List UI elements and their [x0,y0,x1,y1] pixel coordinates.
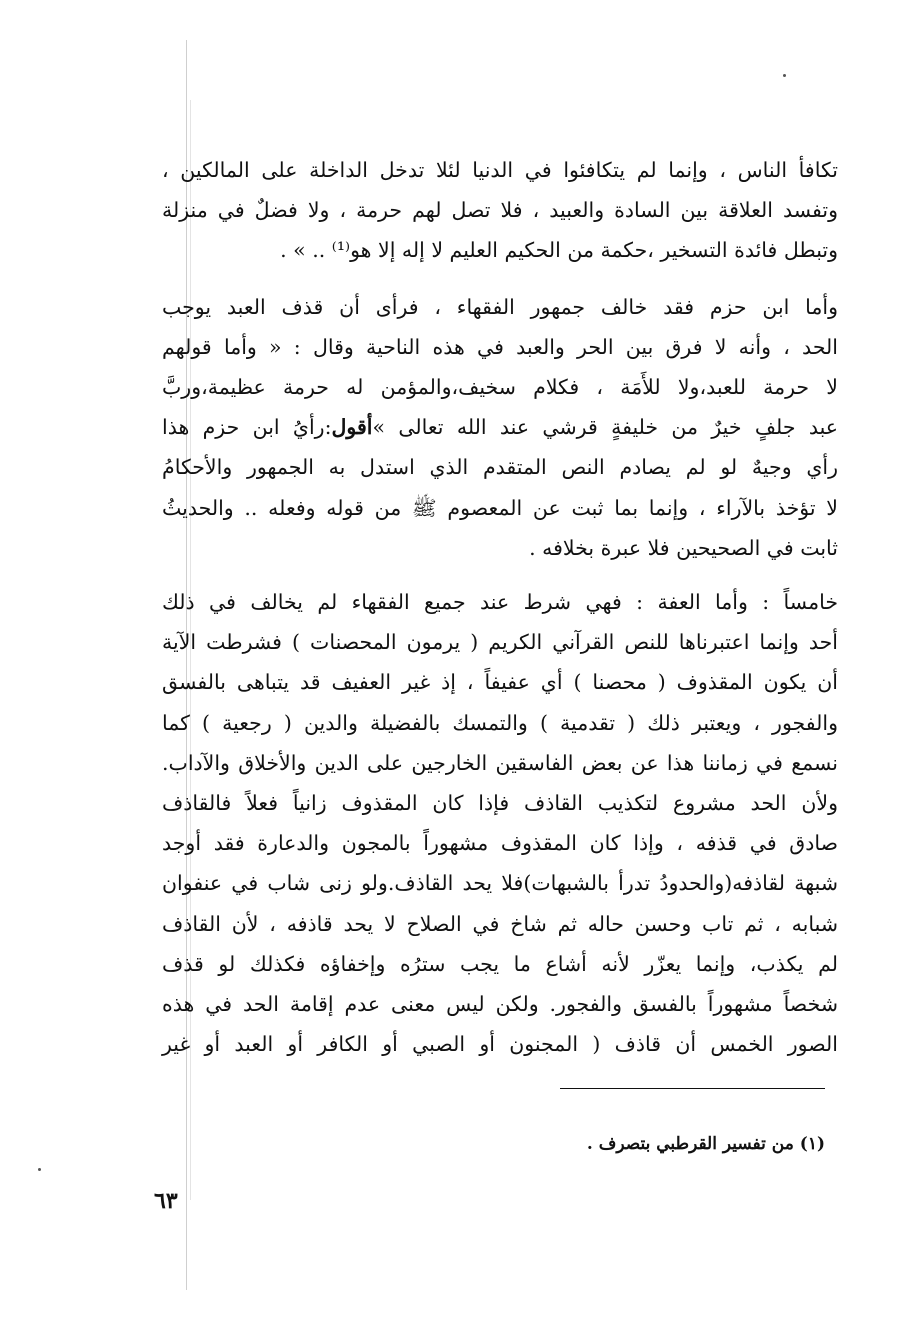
text-line: خامساً : وأما العفة : فهي شرط عند جميع الفقهاء لم يخالف في ذلك [162,590,838,615]
text-line: شبهة لقاذفه(والحدودُ تدرأ بالشبهات)فلا يحد القاذف.ولو زنى شاب في عنفوان [162,871,838,896]
text-line: نسمع في زماننا هذا عن بعض الفاسقين الخارجين على الدين والأخلاق والآداب. [162,750,838,775]
text-line: شبابه ، ثم تاب وحسن حاله ثم شاخ في الصلاح لا يحد قاذفه ، لأن القاذف [162,911,838,936]
text-line: صادق في قذفه ، وإذا كان المقذوف مشهوراً بالمجون والدعارة فقد أوجد [162,831,838,856]
page-number: ٦٣ [154,1188,178,1214]
text-line: أحد وإنما اعتبرناها للنص القرآني الكريم ( يرمون المحصنات ) فشرطت الآية [162,630,838,655]
text-line: وتفسد العلاقة بين السادة والعبيد ، فلا تصل لهم حرمة ، ولا فضلٌ في منزلة [162,198,838,223]
bold-word: أقول [331,415,373,440]
text-segment: :رأيُ ابن حزم هذا [162,415,332,440]
text-line: تكافأ الناس ، وإنما لم يتكافئوا في الدنيا لئلا تدخل الداخلة على المالكين ، [162,158,838,182]
text-line: الحد ، وأنه لا فرق بين الحر والعبد في هذه الناحية وقال : « وأما قولهم [162,334,838,359]
text-line: والفجور ، ويعتبر ذلك ( تقدمية ) والتمسك بالفضيلة والدين ( رجعية ) كما [162,710,838,735]
text-segment: عبد جلفٍ خيرٌ من خليفةٍ قرشي عند الله تعالى » [372,415,839,440]
text-line: ولأن الحد مشروع لتكذيب القاذف فإذا كان المقذوف زانياً فعلاً فالقاذف [162,791,838,816]
footnote: (١) من تفسير القرطبي بتصرف . [586,1134,825,1154]
text-line: الصور الخمس أن قاذف ( المجنون أو الصبي أو الكافر أو العبد أو غير [162,1032,838,1057]
paper-speck [783,74,786,77]
text-line: أن يكون المقذوف ( محصنا ) أي عفيفاً ، إذ غير العفيف قد يتباهى بالفسق [162,670,838,695]
text-line: شخصاً مشهوراً بالفسق والفجور. ولكن ليس معنى عدم إقامة الحد في هذه [162,992,838,1017]
paragraph-1 [162,150,838,271]
text-line: لا تؤخذ بالآراء ، وإنما بما ثبت عن المعصوم ﷺ من قوله وفعله .. والحديثُ [162,495,838,520]
text-line: لم يكذب، وإنما يعزّر لأنه أشاع ما يجب سترُه وإخفاؤه فكذلك لو قذف [162,951,838,976]
text-line-with-bold [162,407,838,447]
paragraph-2 [162,287,838,568]
footnote-rule [560,1088,825,1089]
text-line: ثابت في الصحيحين فلا عبرة بخلافه . [529,535,838,560]
body-text [162,150,838,1064]
text-line: وأما ابن حزم فقد خالف جمهور الفقهاء ، فرأى أن قذف العبد يوجب [162,294,838,319]
paper-speck [38,1168,41,1171]
text-line: وتبطل فائدة التسخير ،حكمة من الحكيم العليم لا إله إلا هو⁽¹⁾ .. » . [280,238,838,263]
text-line: لا حرمة للعبد،ولا للأَمَة ، فكلام سخيف،والمؤمن له حرمة عظيمة،وربَّ [162,375,838,400]
text-line: رأي وجيهٌ لو لم يصادم النص المتقدم الذي استدل به الجمهور والأحكامُ [162,455,838,480]
paragraph-3 [162,582,838,1064]
